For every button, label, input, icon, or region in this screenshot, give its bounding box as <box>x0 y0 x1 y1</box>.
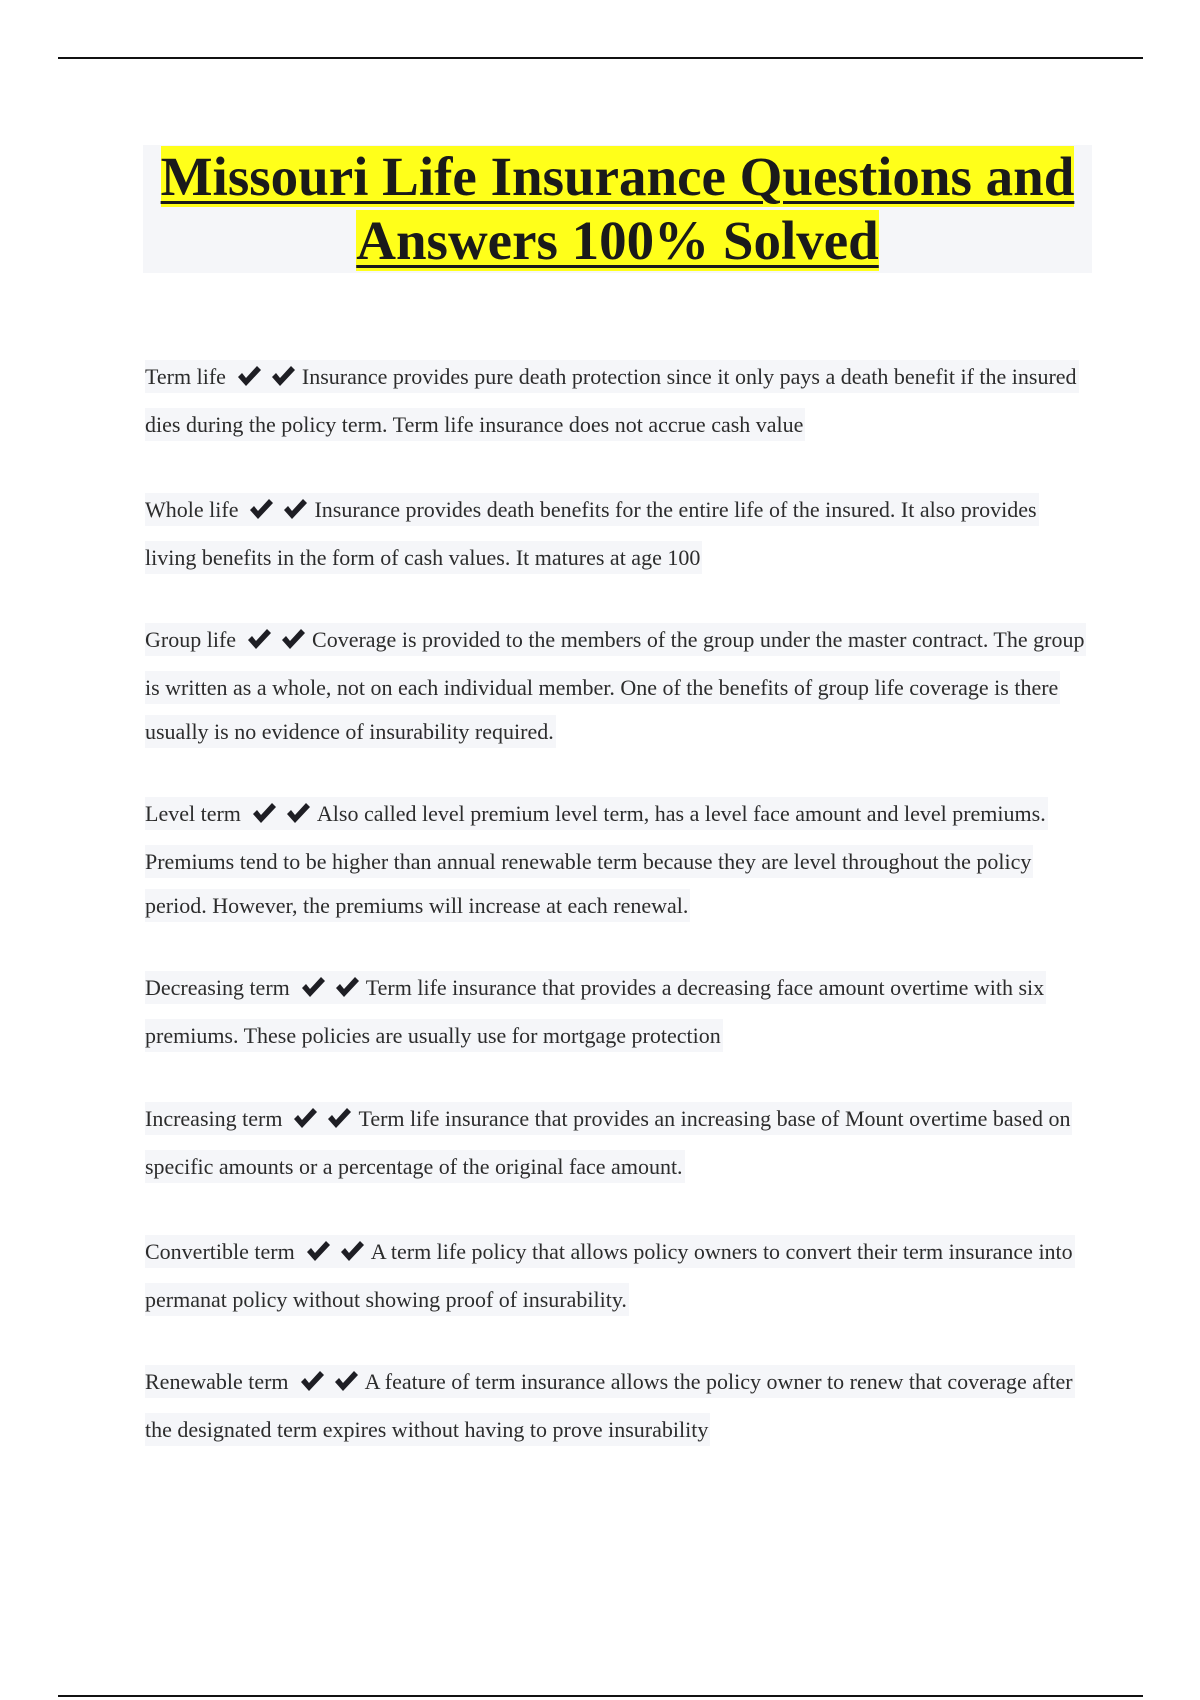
qa-answer: Also called level premium level term, has a level face amount and level premiums. Premiums tend to be higher than annual renewable term because they are level throughout the policy period. However, the premiums will increase at each renewal. <box>145 801 1046 918</box>
check-mark-icon <box>236 364 262 388</box>
qa-answer: Coverage is provided to the members of the group under the master contract. The group is written as a whole, not on each individual member. One of the benefits of group life coverage is there usually is no evidence of insurability required. <box>145 627 1085 744</box>
qa-answer: Term life insurance that provides an increasing base of Mount overtime based on specific amounts or a percentage of the original face amount. <box>145 1106 1071 1179</box>
qa-term: Renewable term <box>145 1369 289 1394</box>
qa-item <box>145 488 1090 580</box>
check-mark-icon <box>251 801 277 825</box>
qa-item <box>145 792 1090 928</box>
check-marks <box>305 1234 365 1278</box>
qa-answer: Insurance provides death benefits for the entire life of the insured. It also provides living benefits in the form of cash values. It matures at age 100 <box>145 497 1037 570</box>
check-mark-icon <box>334 975 360 999</box>
qa-item <box>145 355 1090 447</box>
check-marks <box>299 1364 359 1408</box>
check-mark-icon <box>270 364 296 388</box>
qa-item <box>145 1230 1090 1322</box>
qa-term: Term life <box>145 364 226 389</box>
qa-term: Level term <box>145 801 241 826</box>
document-title-text: Missouri Life Insurance Questions and Answers 100% Solved <box>160 146 1075 271</box>
title-block <box>143 145 1092 273</box>
qa-item <box>145 966 1090 1058</box>
check-mark-icon <box>282 497 308 521</box>
check-mark-icon <box>299 1369 325 1393</box>
qa-term: Decreasing term <box>145 975 290 1000</box>
check-mark-icon <box>305 1239 331 1263</box>
check-marks <box>248 492 308 536</box>
check-mark-icon <box>280 627 306 651</box>
bottom-rule <box>58 1695 1143 1697</box>
top-rule <box>58 57 1143 59</box>
check-marks <box>300 970 360 1014</box>
document-title <box>143 145 1092 273</box>
check-mark-icon <box>300 975 326 999</box>
check-mark-icon <box>333 1369 359 1393</box>
check-marks <box>292 1101 352 1145</box>
qa-term: Convertible term <box>145 1239 295 1264</box>
qa-term: Increasing term <box>145 1106 283 1131</box>
qa-term: Group life <box>145 627 237 652</box>
check-marks <box>246 622 306 666</box>
qa-answer: Insurance provides pure death protection since it only pays a death benefit if the insured dies during the policy term. Term life insurance does not accrue cash value <box>145 364 1077 437</box>
check-mark-icon <box>339 1239 365 1263</box>
qa-answer: A term life policy that allows policy owners to convert their term insurance into permanat policy without showing proof of insurability. <box>145 1239 1073 1312</box>
check-mark-icon <box>246 627 272 651</box>
check-marks <box>251 796 311 840</box>
qa-answer: A feature of term insurance allows the policy owner to renew that coverage after the designated term expires without having to prove insurability <box>145 1369 1073 1442</box>
check-mark-icon <box>292 1106 318 1130</box>
qa-term: Whole life <box>145 497 239 522</box>
check-marks <box>236 359 296 403</box>
check-mark-icon <box>248 497 274 521</box>
qa-answer: Term life insurance that provides a decreasing face amount overtime with six premiums. These policies are usually use for mortgage protection <box>145 975 1045 1048</box>
check-mark-icon <box>285 801 311 825</box>
check-mark-icon <box>326 1106 352 1130</box>
qa-item <box>145 1360 1090 1452</box>
qa-item <box>145 1097 1090 1189</box>
qa-item <box>145 618 1090 754</box>
